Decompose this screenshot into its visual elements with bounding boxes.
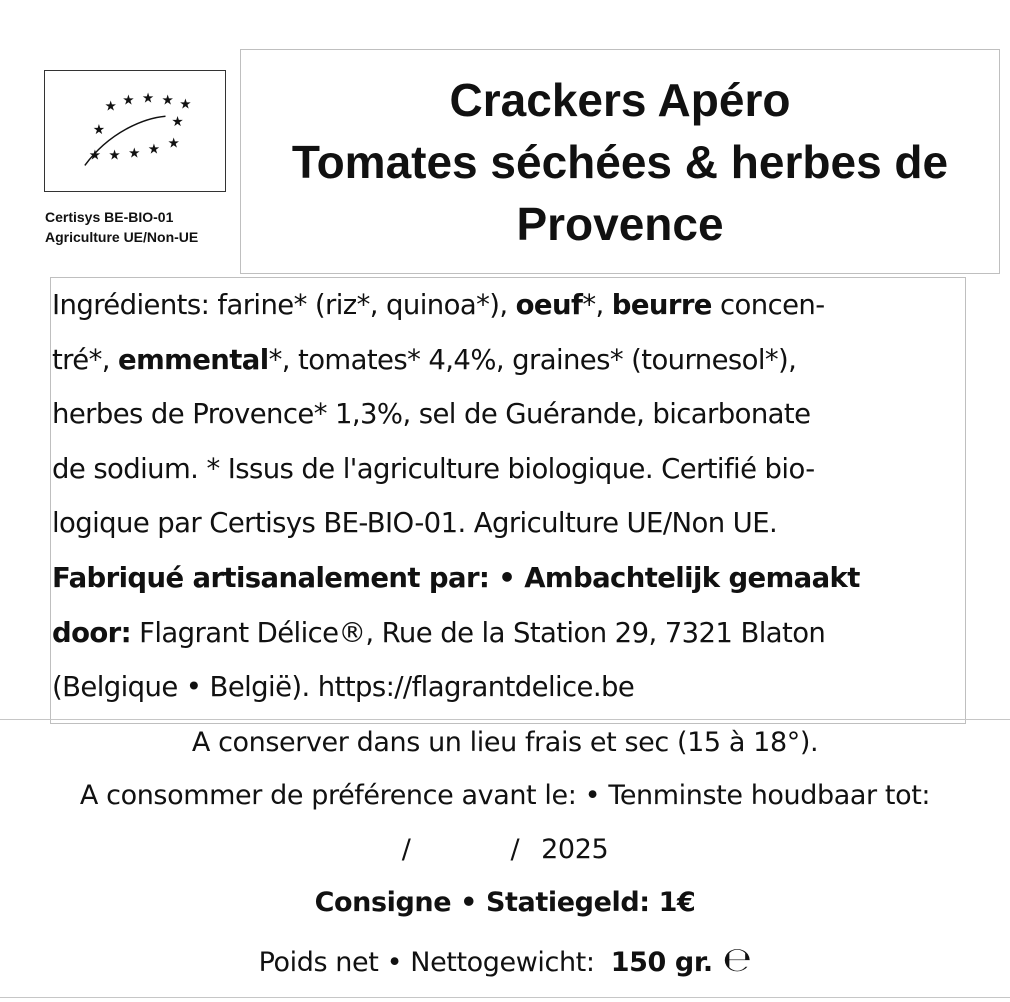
text: *, tomates* 4,4%, graines* (tournesol*),	[268, 343, 797, 376]
svg-text:★: ★	[161, 92, 174, 109]
svg-text:★: ★	[141, 90, 155, 107]
text: Fabriqué artisanalement par: • Ambachtelijk gemaakt	[52, 561, 860, 594]
deposit-info	[0, 887, 1010, 918]
eu-organic-logo	[44, 70, 226, 192]
manufacturer-website: (Belgique • België). https://flagrantdelice.be	[52, 671, 635, 704]
divider	[0, 997, 1010, 998]
certification-code: Certisys BE-BIO-01	[45, 209, 174, 225]
svg-text:★: ★	[104, 98, 117, 115]
date-year: 2025	[541, 834, 609, 865]
manufacturer-address	[52, 606, 965, 661]
date-separator: /	[401, 834, 411, 865]
divider	[0, 719, 1010, 720]
weight-label: Poids net • Nettogewicht:	[258, 947, 595, 978]
estimated-sign-icon: ℮	[722, 940, 752, 980]
svg-text:★: ★	[171, 114, 184, 131]
manufacturer-heading	[52, 551, 965, 606]
eu-organic-leaf-icon	[45, 71, 225, 191]
ingredients-line: logique par Certisys BE-BIO-01. Agriculture UE/Non UE.	[52, 507, 778, 540]
svg-text:★: ★	[167, 135, 180, 152]
allergen-butter: beurre	[611, 289, 712, 321]
title-line-2: Tomates séchées & herbes de	[291, 135, 949, 188]
svg-text:★: ★	[128, 145, 141, 162]
svg-text:★: ★	[88, 147, 102, 164]
text: concen-	[711, 289, 825, 321]
weight-value: 150 gr.	[610, 947, 713, 978]
certification-origin: Agriculture UE/Non-UE	[45, 229, 199, 245]
date-separator: /	[510, 834, 520, 865]
text: *,	[582, 289, 612, 321]
text: Ingrédients: farine* (riz*, quinoa*),	[52, 289, 516, 321]
text: tré*,	[52, 343, 119, 376]
title-line-3: Provence	[516, 197, 724, 250]
text: door:	[52, 616, 132, 649]
ingredients-line	[52, 333, 965, 388]
svg-text:★: ★	[122, 92, 135, 109]
text: Flagrant Délice®, Rue de la Station 29, 7321 Blaton	[131, 616, 826, 649]
svg-text:★: ★	[147, 141, 161, 158]
allergen-egg: oeuf	[515, 289, 583, 321]
deposit-text: Consigne • Statiegeld: 1€	[314, 887, 696, 918]
best-before-date	[0, 834, 1010, 865]
product-title	[240, 49, 1000, 274]
title-line-1: Crackers Apéro	[449, 73, 791, 126]
ingredients-line: de sodium. * Issus de l'agriculture biologique. Certifié bio-	[52, 452, 815, 485]
ingredients-line	[52, 278, 965, 333]
ingredients-block	[50, 277, 966, 724]
svg-text:★: ★	[108, 147, 121, 164]
net-weight	[0, 940, 1010, 980]
svg-text:★: ★	[92, 121, 106, 138]
storage-instructions: A conserver dans un lieu frais et sec (15 à 18°).	[191, 727, 819, 758]
allergen-emmental: emmental	[118, 343, 269, 376]
best-before-label: A consommer de préférence avant le: • Tenminste houdbaar tot:	[79, 780, 931, 811]
ingredients-line: herbes de Provence* 1,3%, sel de Guérande, bicarbonate	[52, 398, 811, 431]
svg-text:★: ★	[179, 96, 192, 113]
